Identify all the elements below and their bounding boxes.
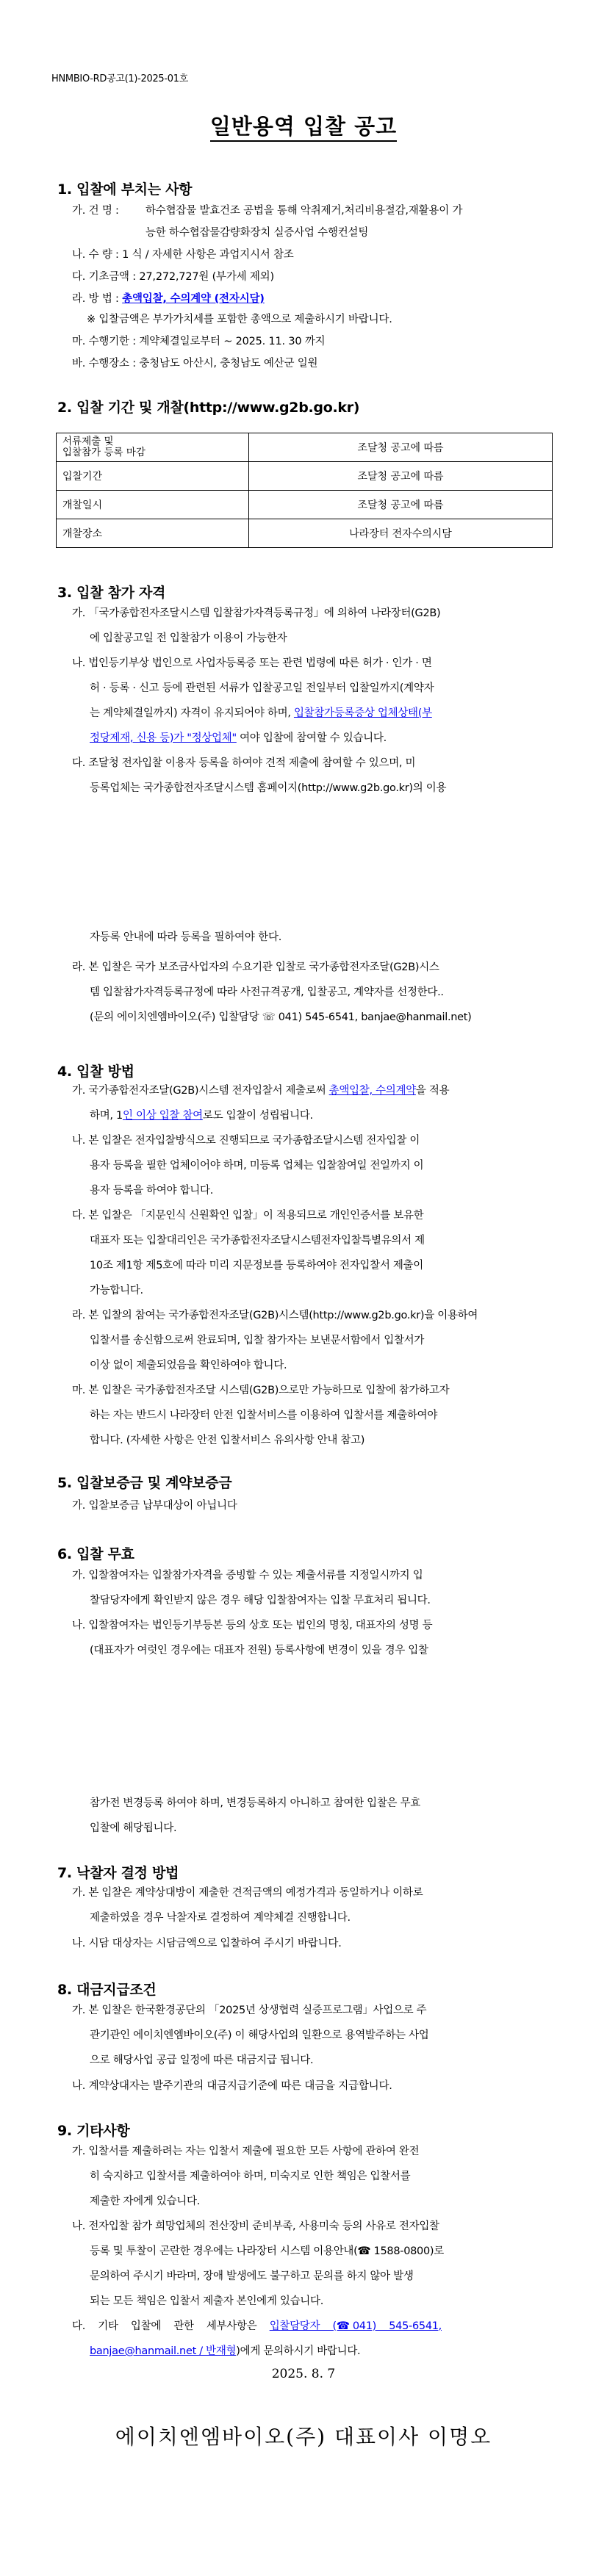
s9-da-text: 다. 기타 입찰에 관한 세부사항은 <box>72 2320 270 2332</box>
s3-na-line3-text: 는 계약체결일까지) 자격이 유지되어야 하며, <box>90 707 294 719</box>
section-2-heading: 2. 입찰 기간 및 개찰(http://www.g2b.go.kr) <box>57 400 360 416</box>
table-cell-value: 조달청 공고에 따름 <box>249 491 553 519</box>
table-cell-value: 조달청 공고에 따름 <box>249 433 553 462</box>
s3-na-line4-text: 여야 입찰에 참여할 수 있습니다. <box>236 732 387 744</box>
s6-na-line2: (대표자가 여럿인 경우에는 대표자 전원) 등록사항에 변경이 있을 경우 입찰 <box>90 1645 428 1656</box>
s4-da-line3: 10조 제1항 제5호에 따라 미리 지문정보를 등록하여야 전자입찰서 제출이 <box>90 1260 423 1271</box>
section-8-heading: 8. 대금지급조건 <box>57 1982 157 1998</box>
s4-ra-line1: 라. 본 입찰의 참여는 국가종합전자조달(G2B)시스템(http://www.g2b.go.kr)을 이용하여 <box>72 1310 478 1321</box>
s1-name-label: 가. 건 명 : <box>72 205 119 217</box>
s3-item-na <box>72 651 557 751</box>
s4-ma-line3: 합니다. (자세한 사항은 안전 입찰서비스 유의사항 안내 참고) <box>90 1435 365 1446</box>
table-row <box>57 491 553 519</box>
s3-ra-line2: 템 입찰참가자격등록규정에 따라 사전규격공개, 입찰공고, 계약자를 선정한다.. <box>90 986 444 998</box>
table-row <box>57 519 553 548</box>
s9-da-line1 <box>72 2314 557 2339</box>
s1-method-value: 총액입찰, 수의계약 (전자시담) <box>122 293 265 305</box>
s3-ga-line1: 가. 「국가종합전자조달시스템 입찰참가자격등록규정」에 의하여 나라장터(G2B) <box>72 607 441 619</box>
s9-ga-line3: 제출한 자에게 있습니다. <box>90 2196 200 2207</box>
s3-na-line4 <box>72 726 557 751</box>
s6-item-na-cont <box>72 1791 557 1841</box>
s5-item-ga: 가. 입찰보증금 납부대상이 아닙니다 <box>72 1500 237 1512</box>
section-1-heading: 1. 입찰에 부치는 사항 <box>57 181 193 198</box>
s9-ga-line1: 가. 입찰서를 제출하려는 자는 입찰서 제출에 필요한 모든 사항에 관하여 완전 <box>72 2146 420 2157</box>
s1-name-line2: 능한 하수협잡물감량화장치 실증사업 수행컨설팅 <box>146 227 369 239</box>
s4-na-line3: 용자 등록을 하여야 합니다. <box>90 1185 214 1197</box>
s6-na-line4: 입찰에 해당됩니다. <box>90 1822 177 1834</box>
s8-ga-line2: 관기관인 에이치엔엠바이오(주) 이 해당사업의 일환으로 용역발주하는 사업 <box>90 2030 429 2041</box>
s1-method <box>72 292 265 306</box>
section-7-heading: 7. 낙찰자 결정 방법 <box>57 1865 179 1881</box>
s4-ga2-text: 하며, 1 <box>90 1110 123 1122</box>
s3-item-ga <box>72 601 557 651</box>
table-row <box>57 462 553 491</box>
s3-na-status-link-cont[interactable]: 정당제재, 신용 등)가 "정상업체" <box>90 732 237 744</box>
document-number: HNMBIO-RD공고(1)-2025-01호 <box>51 73 188 84</box>
s9-contact-email-link[interactable]: banjae@hanmail.net / 반재형 <box>90 2345 237 2357</box>
section-9-heading: 9. 기타사항 <box>57 2123 130 2139</box>
signature-line: 에이치엔엠바이오(주) 대표이사 이명오 <box>115 2425 492 2449</box>
section-6-heading: 6. 입찰 무효 <box>57 1546 134 1562</box>
s4-ga-text: 가. 국가종합전자조달(G2B)시스템 전자입찰서 제출로써 <box>72 1085 329 1097</box>
s1-location: 바. 수행장소 : 충청남도 아산시, 충청남도 예산군 일원 <box>72 358 318 369</box>
title-text: 일반용역 입찰 공고 <box>210 114 397 142</box>
s6-na-line1: 나. 입찰참여자는 법인등기부등본 등의 상호 또는 법인의 명칭, 대표자의 성명 등 <box>72 1620 433 1631</box>
s8-item-na: 나. 계약상대자는 발주기관의 대금지급기준에 따른 대금을 지급합니다. <box>72 2080 392 2092</box>
s8-item-ga <box>72 1998 557 2073</box>
s3-da-line3: 자등록 안내에 따라 등록을 필하여야 한다. <box>90 931 282 943</box>
s4-na-line1: 나. 본 입찰은 전자입찰방식으로 진행되므로 국가종합조달시스템 전자입찰 이 <box>72 1135 420 1147</box>
s9-ga-line2: 히 숙지하고 입찰서를 제출하여야 하며, 미숙지로 인한 책임은 입찰서를 <box>90 2171 411 2182</box>
s4-item-da <box>72 1203 557 1303</box>
s4-item-ra <box>72 1303 557 1378</box>
s3-na-line2: 허 · 등록 · 신고 등에 관련된 서류가 입찰공고일 전일부터 입찰일까지(계약자 <box>90 682 434 694</box>
s4-ra-line2: 입찰서를 송신함으로써 완료되며, 입찰 참가자는 보낸문서함에서 입찰서가 <box>90 1335 425 1346</box>
s1-quantity: 나. 수 량 : 1 식 / 자세한 사항은 과업지시서 참조 <box>72 249 294 261</box>
s4-method-link[interactable]: 총액입찰, 수의계약 <box>328 1085 416 1097</box>
s4-da-line1: 다. 본 입찰은 「지문인식 신원확인 입찰」이 적용되므로 개인인증서를 보유한 <box>72 1210 424 1222</box>
s9-na-line1: 나. 전자입찰 참가 희망업체의 전산장비 준비부족, 사용미숙 등의 사유로 전자입찰 <box>72 2220 439 2232</box>
s3-item-ra <box>72 955 557 1030</box>
s9-item-da <box>72 2314 557 2364</box>
notice-date: 2025. 8. 7 <box>271 2367 336 2381</box>
s3-na-status-link[interactable]: 입찰참가등록증상 업체상태(부 <box>293 707 432 719</box>
s7-item-ga <box>72 1880 557 1930</box>
s1-period: 마. 수행기한 : 계약체결일로부터 ~ 2025. 11. 30 까지 <box>72 336 326 347</box>
s9-na-line4: 되는 모든 책임은 입찰서 제출자 본인에게 있습니다. <box>90 2295 324 2307</box>
s4-ra-line3: 이상 없이 제출되었음을 확인하여야 합니다. <box>90 1360 287 1371</box>
table-cell-label: 개찰일시 <box>57 491 249 519</box>
s1-base-amount: 다. 기초금액 : 27,272,727원 (부가세 제외) <box>72 271 274 283</box>
s7-item-na: 나. 시담 대상자는 시담금액으로 입찰하여 주시기 바랍니다. <box>72 1938 342 1949</box>
table-cell-label: 개찰장소 <box>57 519 249 548</box>
s9-na-line2: 등록 및 투찰이 곤란한 경우에는 나라장터 시스템 이용안내(☎ 1588-0800)로 <box>90 2245 444 2257</box>
s8-ga-line3: 으로 해당사업 공급 일정에 따른 대금지급 됩니다. <box>90 2054 314 2066</box>
table-row <box>57 433 553 462</box>
table-cell-label-top: 서류제출 및 <box>62 436 114 447</box>
s4-da-line4: 가능합니다. <box>90 1285 143 1296</box>
s3-ra-line1: 라. 본 입찰은 국가 보조금사업자의 수요기관 입찰로 국가종합전자조달(G2B)시스 <box>72 962 439 973</box>
s3-na-line3 <box>72 701 557 726</box>
bid-schedule-table <box>56 433 553 548</box>
s6-ga-line1: 가. 입찰참여자는 입찰참가자격을 증빙할 수 있는 제출서류를 지정일시까지 입 <box>72 1570 423 1581</box>
s9-na-line3: 문의하여 주시기 바라며, 장애 발생에도 불구하고 문의를 하지 않아 발생 <box>90 2270 414 2282</box>
s4-item-ga <box>72 1078 557 1128</box>
s7-ga-line1: 가. 본 입찰은 계약상대방이 제출한 견적금액의 예정가격과 동일하거나 이하로 <box>72 1887 423 1899</box>
table-cell-value: 나라장터 전자수의시담 <box>249 519 553 548</box>
s6-ga-line2: 찰담당자에게 확인받지 않은 경우 해당 입찰참여자는 입찰 무효처리 됩니다. <box>90 1595 431 1606</box>
s4-ga2-text-end: 로도 입찰이 성립됩니다. <box>202 1110 313 1122</box>
s6-item-na <box>72 1613 557 1663</box>
table-cell-value: 조달청 공고에 따름 <box>249 462 553 491</box>
s8-ga-line1: 가. 본 입찰은 한국환경공단의 「2025년 상생협력 실증프로그램」사업으로 주 <box>72 2005 427 2016</box>
s4-na-line2: 용자 등록을 필한 업체이어야 하며, 미등록 업체는 입찰참여일 전일까지 이 <box>90 1160 424 1172</box>
table-cell-label-bottom: 입찰참가 등록 마감 <box>62 447 146 458</box>
s3-ga-line2: 에 입찰공고일 전 입찰참가 이용이 가능한자 <box>90 632 287 644</box>
page-title <box>0 110 607 140</box>
s3-da-line2: 등록업체는 국가종합전자조달시스템 홈페이지(http://www.g2b.go.kr)의 이용 <box>90 782 447 794</box>
s4-ga-line2 <box>72 1103 557 1128</box>
s3-na-line1: 나. 법인등기부상 법인으로 사업자등록증 또는 관련 법령에 따른 허가 · 인가 · 면 <box>72 657 432 669</box>
s4-da-line2: 대표자 또는 입찰대리인은 국가종합전자조달시스템전자입찰특별유의서 제 <box>90 1235 425 1246</box>
s9-da-line2 <box>72 2339 557 2364</box>
s3-da-line1: 다. 조달청 전자입찰 이용자 등록을 하여야 견적 제출에 참여할 수 있으며, 미 <box>72 757 416 769</box>
s4-ga-line1 <box>72 1078 557 1103</box>
s9-da-text-end: )에게 문의하시기 바랍니다. <box>236 2345 361 2357</box>
section-3-heading: 3. 입찰 참가 자격 <box>57 585 166 601</box>
s4-ma-line2: 하는 자는 반드시 나라장터 안전 입찰서비스를 이용하여 입찰서를 제출하여야 <box>90 1410 438 1421</box>
s9-item-ga <box>72 2139 557 2214</box>
s4-participation-link[interactable]: 인 이상 입찰 참여 <box>122 1110 203 1122</box>
s9-item-na <box>72 2214 557 2314</box>
section-4-heading: 4. 입찰 방법 <box>57 1064 134 1080</box>
s4-ga-text-end: 을 적용 <box>415 1085 450 1097</box>
s6-na-line3: 참가전 변경등록 하여야 하며, 변경등록하지 아니하고 참여한 입찰은 무효 <box>90 1797 420 1809</box>
section-5-heading: 5. 입찰보증금 및 계약보증금 <box>57 1475 232 1491</box>
s1-method-label: 라. 방 법 : <box>72 293 119 305</box>
s6-item-ga <box>72 1563 557 1613</box>
s3-ra-line3: (문의 에이치엔엠바이오(주) 입찰담당 ☏ 041) 545-6541, banjae@hanmail.net) <box>90 1011 472 1023</box>
s4-item-ma <box>72 1378 557 1453</box>
s7-ga-line2: 제출하였을 경우 낙찰자로 결정하여 계약체결 진행합니다. <box>90 1912 351 1924</box>
s1-name-line1: 하수협잡물 발효건조 공법을 통해 악취제거,처리비용절감,재활용이 가 <box>146 205 463 217</box>
s4-item-na <box>72 1128 557 1203</box>
s9-contact-phone-link[interactable]: 입찰담당자 (☎ 041) 545-6541, <box>269 2320 442 2332</box>
table-cell-label <box>57 433 249 462</box>
s3-item-da <box>72 751 557 801</box>
s1-vat-note: ※ 입찰금액은 부가가치세를 포함한 총액으로 제출하시기 바랍니다. <box>87 314 392 325</box>
s4-ma-line1: 마. 본 입찰은 국가종합전자조달 시스템(G2B)으로만 가능하므로 입찰에 참가하고자 <box>72 1385 450 1396</box>
table-cell-label: 입찰기간 <box>57 462 249 491</box>
